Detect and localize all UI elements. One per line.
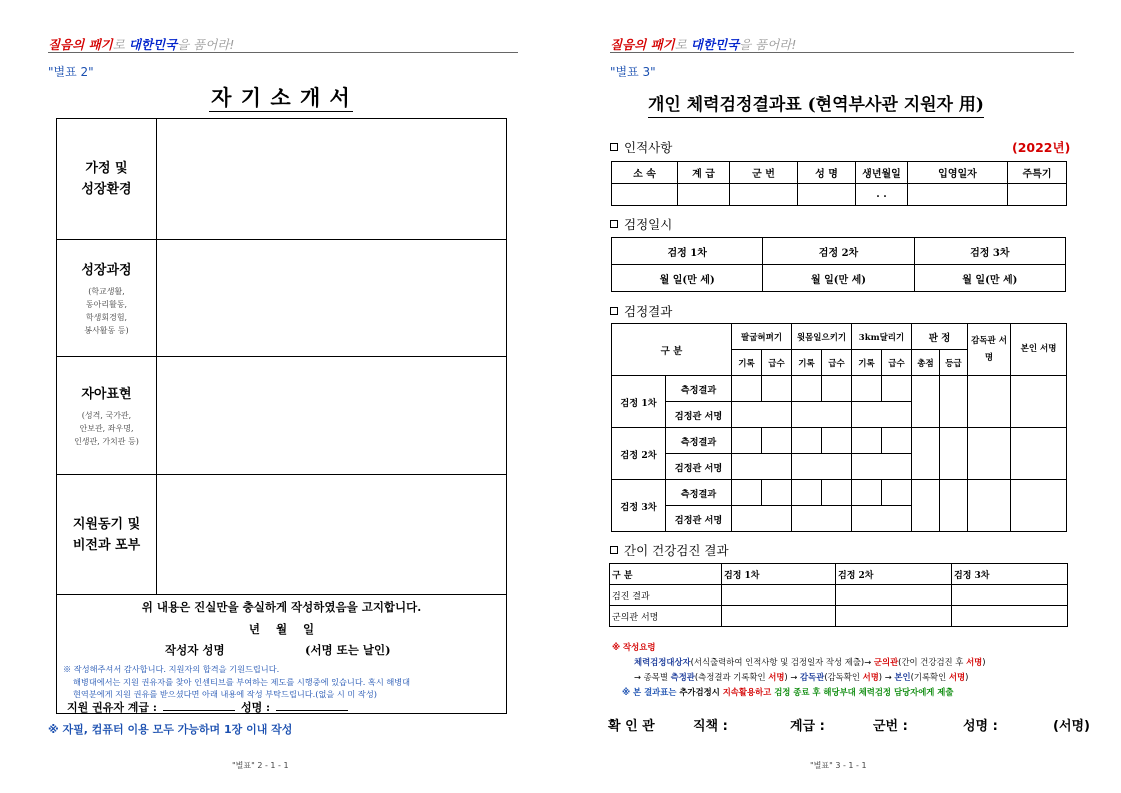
input-cell[interactable] bbox=[908, 184, 1008, 206]
subheader-record: 기록 bbox=[792, 350, 822, 376]
confirmer-position-field[interactable]: 직책 : bbox=[693, 719, 728, 734]
section-title-line: 성장환경 bbox=[81, 182, 132, 197]
section-hint bbox=[74, 409, 139, 448]
header-divider bbox=[610, 52, 1074, 53]
recommender-rank-label: 지원 권유자 계급 : bbox=[67, 701, 157, 714]
input-cell[interactable] bbox=[968, 480, 1011, 532]
row-label-examiner: 검정관 서명 bbox=[666, 402, 732, 428]
page-number: "별표" 2 - 1 - 1 bbox=[232, 761, 289, 770]
date-cell[interactable]: 월 일(만 세) bbox=[612, 265, 763, 292]
confirmer-rank-field[interactable]: 계급 : bbox=[790, 719, 825, 734]
motto-connector: 로 bbox=[674, 37, 691, 52]
table-row bbox=[612, 428, 1067, 454]
input-cell[interactable] bbox=[732, 506, 792, 532]
input-cell[interactable] bbox=[1011, 428, 1067, 480]
input-cell[interactable] bbox=[940, 428, 968, 480]
input-cell[interactable] bbox=[732, 428, 762, 454]
table-row bbox=[612, 184, 1067, 206]
page-title-text: 자 기 소 개 서 bbox=[211, 85, 351, 110]
motto-tail: 을 품어라! bbox=[739, 37, 797, 52]
column-header: 계 급 bbox=[678, 162, 730, 184]
checkbox-icon bbox=[610, 307, 618, 315]
section-hint-line: 봉사활동 등) bbox=[84, 325, 129, 335]
section-heading-text: 인적사항 bbox=[624, 140, 673, 155]
guide-text: (간이 건강검진 후 bbox=[898, 657, 967, 667]
page-title: 개인 체력검정결과표 (현역부사관 지원자 用) bbox=[648, 90, 984, 118]
subheader-grade: 급수 bbox=[762, 350, 792, 376]
section-hint bbox=[84, 285, 128, 337]
section-family bbox=[57, 119, 506, 240]
signature-note[interactable]: (서명 또는 날인) bbox=[305, 643, 391, 657]
guide-text: ) bbox=[982, 657, 986, 667]
input-cell[interactable] bbox=[822, 480, 852, 506]
input-cell[interactable] bbox=[792, 480, 822, 506]
guide-title: ※ 작성요령 bbox=[612, 642, 656, 652]
motto-red: 질음의 패기 bbox=[610, 37, 675, 52]
table-header-row bbox=[610, 564, 1068, 585]
guide-text: 서명 bbox=[768, 672, 785, 682]
motto-tail: 을 품어라! bbox=[177, 37, 235, 52]
personal-info-table bbox=[611, 161, 1067, 206]
table-row bbox=[612, 480, 1067, 506]
recommender-name-field[interactable] bbox=[276, 701, 348, 711]
guide-text: ) → bbox=[878, 672, 895, 682]
recommender-line bbox=[67, 699, 354, 715]
input-cell[interactable] bbox=[822, 376, 852, 402]
section-hint-line: 인생관, 가치관 등) bbox=[74, 436, 139, 446]
input-cell[interactable] bbox=[732, 376, 762, 402]
motto-blue: 대한민국 bbox=[690, 37, 740, 52]
input-cell[interactable] bbox=[722, 606, 836, 627]
row-label-measure: 측정결과 bbox=[666, 376, 732, 402]
input-cell[interactable] bbox=[940, 480, 968, 532]
table-header-row bbox=[612, 324, 1067, 350]
round-label: 검정 3차 bbox=[612, 480, 666, 532]
input-cell[interactable] bbox=[852, 480, 882, 506]
table-header-row bbox=[612, 162, 1067, 184]
motto-header bbox=[48, 35, 234, 53]
year-badge: (2022년) bbox=[1012, 140, 1071, 155]
self-sign-header: 본인 서명 bbox=[1011, 324, 1067, 376]
input-cell[interactable] bbox=[722, 585, 836, 606]
input-cell[interactable] bbox=[882, 376, 912, 402]
table-row bbox=[612, 376, 1067, 402]
section-writing-area[interactable] bbox=[157, 240, 506, 356]
confirmer-name-field[interactable]: 성명 : bbox=[963, 719, 998, 734]
section-growth bbox=[57, 240, 506, 357]
input-cell[interactable] bbox=[852, 376, 882, 402]
input-cell[interactable] bbox=[1008, 184, 1067, 206]
column-header: 구 분 bbox=[610, 564, 722, 585]
declaration-text: 위 내용은 진실만을 충실하게 작성하였음을 고지합니다. bbox=[141, 600, 422, 614]
column-header: 성 명 bbox=[798, 162, 856, 184]
column-header: 검정 3차 bbox=[952, 564, 1068, 585]
judge-header: 판 정 bbox=[912, 324, 968, 350]
section-heading-results bbox=[610, 302, 672, 320]
section-hint-line: (학교생활, bbox=[88, 286, 125, 296]
input-cell[interactable] bbox=[836, 585, 952, 606]
fitness-result-page bbox=[560, 0, 1121, 793]
subheader-grade: 급수 bbox=[822, 350, 852, 376]
section-writing-area[interactable] bbox=[157, 475, 506, 594]
guide-line bbox=[612, 670, 986, 685]
column-header: 소 속 bbox=[612, 162, 678, 184]
confirmer-number-field[interactable]: 군번 : bbox=[873, 719, 908, 734]
column-header: 검정 3차 bbox=[914, 238, 1065, 265]
subheader-record: 기록 bbox=[732, 350, 762, 376]
table-header-row bbox=[612, 238, 1066, 265]
input-cell[interactable] bbox=[852, 428, 882, 454]
guide-text: (서식출력하여 인적사항 및 검정일자 작성 제출)→ bbox=[690, 657, 874, 667]
subheader-grade: 급수 bbox=[882, 350, 912, 376]
recommender-rank-field[interactable] bbox=[163, 701, 235, 711]
column-header: 생년월일 bbox=[856, 162, 908, 184]
section-header bbox=[57, 475, 157, 594]
section-writing-area[interactable] bbox=[157, 357, 506, 474]
input-cell[interactable] bbox=[952, 585, 1068, 606]
guide-text: 감독관 bbox=[800, 672, 825, 682]
input-cell[interactable] bbox=[952, 606, 1068, 627]
input-cell[interactable] bbox=[792, 376, 822, 402]
thanks-line: 현역분에게 지원 권유를 받으셨다면 아래 내용에 작성 부탁드립니다.(없을 시 미 작성) bbox=[73, 689, 377, 699]
input-cell[interactable] bbox=[852, 402, 912, 428]
input-cell[interactable] bbox=[912, 480, 940, 532]
input-cell[interactable] bbox=[798, 184, 856, 206]
input-cell[interactable] bbox=[912, 428, 940, 480]
writing-guide bbox=[612, 640, 986, 700]
input-cell[interactable] bbox=[1011, 376, 1067, 428]
section-title-line: 자아표현 bbox=[81, 386, 132, 402]
appendix-tag: "별표 3" bbox=[610, 65, 656, 79]
section-title-line: 지원동기 및 bbox=[72, 516, 141, 532]
input-cell[interactable] bbox=[792, 454, 852, 480]
input-cell[interactable] bbox=[678, 184, 730, 206]
input-cell[interactable] bbox=[852, 506, 912, 532]
recommender-name-label: 성명 : bbox=[240, 701, 271, 714]
thanks-line: 해병대에서는 지원 권유자를 찾아 인센티브를 부여하는 제도를 시행중에 있습니다. 혹시 해병대 bbox=[73, 676, 411, 687]
input-cell[interactable] bbox=[1011, 480, 1067, 532]
health-check-table bbox=[609, 563, 1068, 627]
column-header: 검정 1차 bbox=[722, 564, 836, 585]
guide-text: 서명 bbox=[966, 657, 983, 667]
section-writing-area[interactable] bbox=[157, 119, 506, 239]
guide-text: 체력검정대상자 bbox=[634, 657, 691, 667]
input-cell[interactable] bbox=[822, 428, 852, 454]
input-cell[interactable] bbox=[912, 376, 940, 428]
input-cell[interactable] bbox=[792, 506, 852, 532]
row-label-examiner: 검정관 서명 bbox=[666, 506, 732, 532]
date-cell[interactable]: 월 일(만 세) bbox=[763, 265, 914, 292]
guide-line bbox=[612, 655, 986, 670]
appendix-tag: "별표 2" bbox=[48, 65, 94, 79]
page-title bbox=[56, 82, 506, 112]
subheader-record: 기록 bbox=[852, 350, 882, 376]
input-cell[interactable] bbox=[968, 428, 1011, 480]
section-heading-text: 검정결과 bbox=[624, 304, 673, 319]
table-row bbox=[610, 606, 1068, 627]
section-motivation bbox=[57, 475, 506, 595]
supervisor-sign-header: 감독관 서 명 bbox=[968, 324, 1011, 376]
section-hint-line: 동아리활동, bbox=[85, 299, 128, 309]
input-cell[interactable] bbox=[732, 480, 762, 506]
section-header bbox=[57, 119, 157, 239]
checkbox-icon bbox=[610, 220, 618, 228]
guide-text: 서명 bbox=[948, 672, 966, 682]
motto-blue: 대한민국 bbox=[128, 37, 178, 52]
input-cell[interactable] bbox=[836, 606, 952, 627]
section-self-expression bbox=[57, 357, 506, 475]
author-label: 작성자 성명 bbox=[165, 643, 225, 657]
guide-text: 군의관 bbox=[873, 657, 899, 667]
column-header: 검정 2차 bbox=[763, 238, 914, 265]
input-cell[interactable] bbox=[968, 376, 1011, 428]
date-line[interactable]: 년 월 일 bbox=[248, 622, 315, 636]
input-cell[interactable] bbox=[792, 428, 822, 454]
row-label-examiner: 검정관 서명 bbox=[666, 454, 732, 480]
section-heading-text: 검정일시 bbox=[624, 217, 673, 232]
column-header: 주특기 bbox=[1008, 162, 1067, 184]
guide-text: 추가검정시 bbox=[679, 687, 723, 697]
row-label-measure: 측정결과 bbox=[666, 428, 732, 454]
input-cell[interactable] bbox=[940, 376, 968, 428]
guide-text: ※ 본 결과표는 bbox=[622, 687, 680, 697]
section-heading-personal bbox=[610, 138, 672, 156]
section-title-line: 비전과 포부 bbox=[72, 537, 141, 553]
section-header bbox=[57, 240, 157, 356]
table-row bbox=[612, 265, 1066, 292]
guide-text: 측정관 bbox=[670, 672, 695, 682]
page-number: "별표" 3 - 1 - 1 bbox=[810, 761, 867, 770]
row-label: 군의관 서명 bbox=[610, 606, 722, 627]
input-cell[interactable] bbox=[762, 376, 792, 402]
section-header bbox=[57, 357, 157, 474]
input-cell[interactable] bbox=[852, 454, 912, 480]
input-cell[interactable] bbox=[612, 184, 678, 206]
guide-text: (기록확인 bbox=[910, 672, 949, 682]
input-cell[interactable] bbox=[792, 402, 852, 428]
row-label: 검진 결과 bbox=[610, 585, 722, 606]
section-heading-health bbox=[610, 541, 729, 559]
column-header: 입영일자 bbox=[908, 162, 1008, 184]
checkbox-icon bbox=[610, 143, 618, 151]
input-cell[interactable] bbox=[730, 184, 798, 206]
birthdate-cell[interactable]: . . bbox=[856, 184, 908, 206]
guide-text: (측정결과 기록확인 bbox=[694, 672, 769, 682]
input-cell[interactable] bbox=[732, 454, 792, 480]
event-header: 3km달리기 bbox=[852, 324, 912, 350]
event-header: 팔굽혀펴기 bbox=[732, 324, 792, 350]
self-introduction-form bbox=[56, 118, 507, 714]
guide-text: 본인 bbox=[894, 672, 911, 682]
guide-text: 지속활용하고 bbox=[722, 687, 775, 697]
round-label: 검정 1차 bbox=[612, 376, 666, 428]
row-label-measure: 측정결과 bbox=[666, 480, 732, 506]
column-header: 검정 2차 bbox=[836, 564, 952, 585]
column-header: 군 번 bbox=[730, 162, 798, 184]
input-cell[interactable] bbox=[762, 480, 792, 506]
section-title-line: 성장과정 bbox=[81, 262, 132, 278]
subheader-total: 총점 bbox=[912, 350, 940, 376]
section-hint-line: 학생회경험, bbox=[85, 312, 128, 322]
guide-text: → 종목별 bbox=[634, 672, 671, 682]
thanks-line: ※ 작성해주셔서 감사합니다. 지원자의 합격을 기원드립니다. bbox=[63, 664, 280, 674]
guide-text: (감독확인 bbox=[824, 672, 863, 682]
date-cell[interactable]: 월 일(만 세) bbox=[914, 265, 1065, 292]
section-hint-line: (성격, 국가관, bbox=[81, 410, 132, 420]
guide-text: 검정 종료 후 해당부대 체력검정 담당자에게 제출 bbox=[774, 687, 954, 697]
input-cell[interactable] bbox=[882, 428, 912, 454]
event-header: 윗몸일으키기 bbox=[792, 324, 852, 350]
table-row bbox=[610, 585, 1068, 606]
motto-red: 질음의 패기 bbox=[48, 37, 113, 52]
guide-text: ) bbox=[965, 672, 969, 682]
round-label: 검정 2차 bbox=[612, 428, 666, 480]
column-header: 검정 1차 bbox=[612, 238, 763, 265]
section-hint-line: 안보관, 좌우명, bbox=[79, 423, 134, 433]
input-cell[interactable] bbox=[762, 428, 792, 454]
confirmer-sign-field[interactable]: (서명) bbox=[1053, 719, 1090, 734]
thanks-note bbox=[63, 663, 503, 701]
guide-text: 서명 bbox=[862, 672, 879, 682]
header-divider bbox=[48, 52, 518, 53]
guide-text: ) → bbox=[784, 672, 801, 682]
subheader-level: 등급 bbox=[940, 350, 968, 376]
division-header: 구 분 bbox=[612, 324, 732, 376]
self-introduction-page bbox=[0, 0, 560, 793]
section-heading-text: 간이 건강검진 결과 bbox=[624, 543, 729, 558]
motto-connector: 로 bbox=[112, 37, 129, 52]
results-table bbox=[611, 323, 1067, 532]
motto-header bbox=[610, 35, 796, 53]
input-cell[interactable] bbox=[732, 402, 792, 428]
confirmer-label: 확 인 관 bbox=[608, 719, 655, 734]
writing-note: ※ 자필, 컴퓨터 이용 모두 가능하며 1장 이내 작성 bbox=[48, 723, 293, 736]
section-heading-exam-dates bbox=[610, 215, 672, 233]
declaration-area bbox=[57, 595, 506, 713]
checkbox-icon bbox=[610, 546, 618, 554]
input-cell[interactable] bbox=[882, 480, 912, 506]
exam-dates-table bbox=[611, 237, 1066, 292]
section-title-line: 가정 및 bbox=[85, 161, 128, 176]
guide-line bbox=[612, 685, 986, 700]
